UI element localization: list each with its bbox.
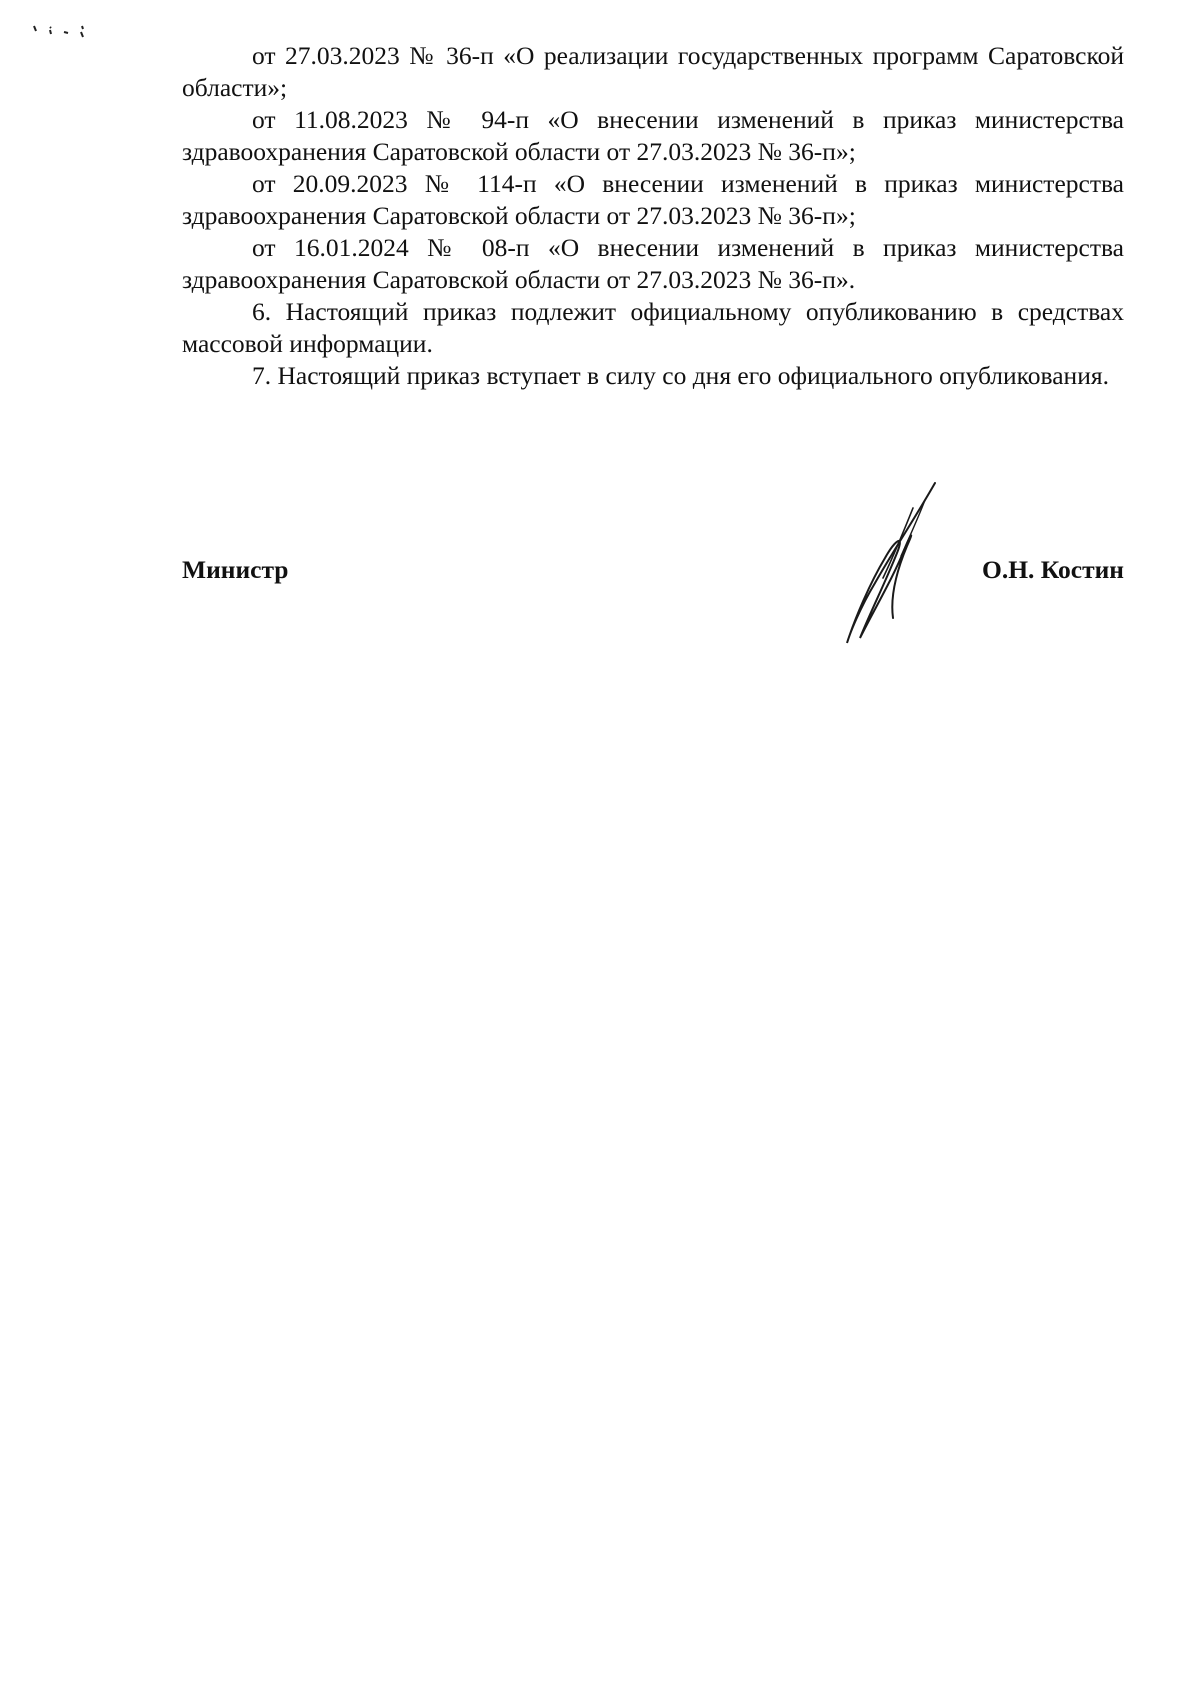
signatory-role: Министр: [182, 555, 289, 584]
order-reference-paragraph: от 20.09.2023 № 114-п «О внесении изменений в приказ министерства здравоохранения Саратовской области от 27.03.2023 № 36-п»;: [182, 169, 1124, 230]
publication-clause-paragraph: 6. Настоящий приказ подлежит официальному опубликованию в средствах массовой информации.: [182, 297, 1124, 358]
scan-artifact-marks: [30, 22, 90, 52]
signature-block: [182, 555, 1124, 595]
signatory-name: О.Н. Костин: [982, 555, 1124, 584]
order-reference-paragraph: от 27.03.2023 № 36-п «О реализации государственных программ Саратовской области»;: [182, 41, 1124, 102]
document-body: [182, 40, 1124, 392]
order-reference-paragraph: от 16.01.2024 № 08-п «О внесении изменений в приказ министерства здравоохранения Саратовской области от 27.03.2023 № 36-п».: [182, 233, 1124, 294]
effective-date-clause-paragraph: 7. Настоящий приказ вступает в силу со дня его официального опубликования.: [252, 361, 1109, 390]
order-reference-paragraph: от 11.08.2023 № 94-п «О внесении изменений в приказ министерства здравоохранения Саратовской области от 27.03.2023 № 36-п»;: [182, 105, 1124, 166]
